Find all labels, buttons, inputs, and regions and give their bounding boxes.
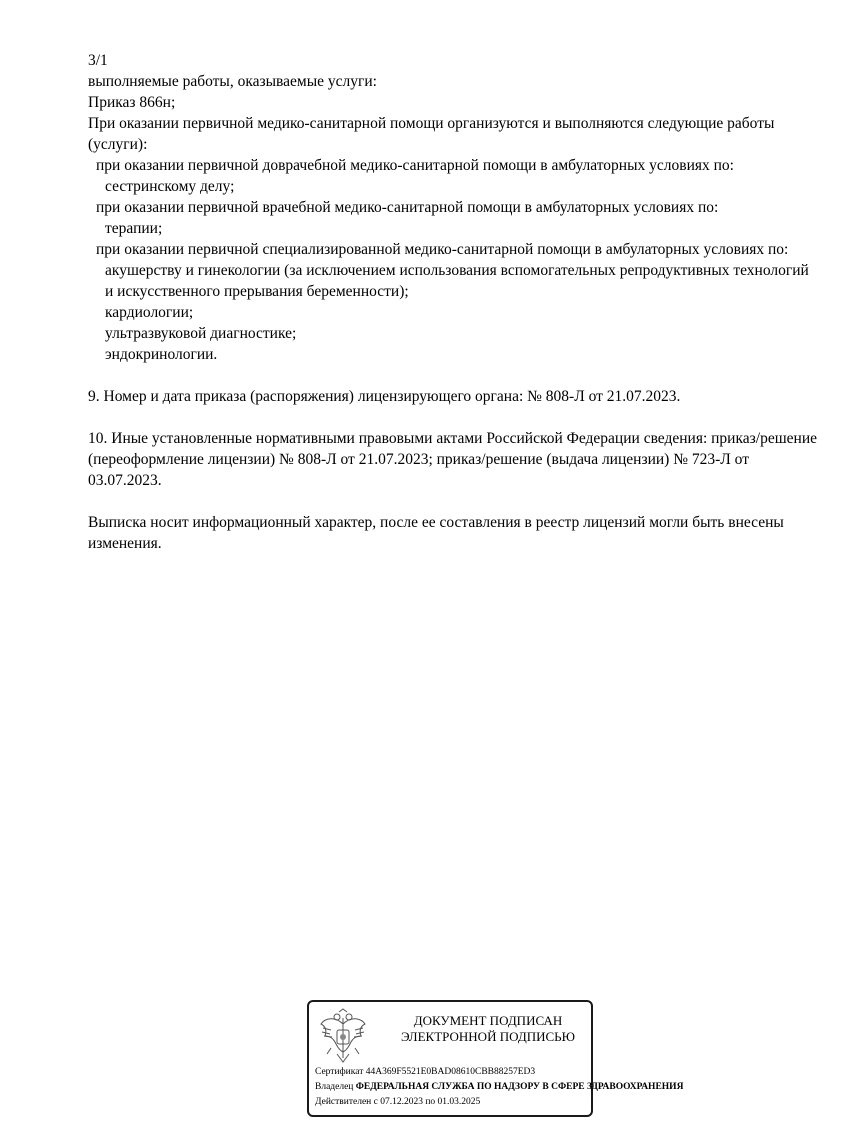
works-intro: При оказании первичной медико-санитарной помощи организуются и выполняются следующие работы (услуги):	[88, 115, 775, 153]
page-reference: 3/1	[88, 52, 108, 69]
informational-note: Выписка носит информационный характер, после ее составления в реестр лицензий могли быть внесены изменения.	[88, 514, 784, 552]
document-body	[88, 50, 818, 554]
signature-title-line: ДОКУМЕНТ ПОДПИСАН	[413, 1013, 563, 1028]
signature-details	[315, 1065, 684, 1110]
service-item: ультразвуковой диагностике;	[105, 325, 297, 342]
certificate-number: Сертификат 44A369F5521E0BAD08610CBB88257ED3	[315, 1067, 536, 1077]
other-information: 10. Иные установленные нормативными правовыми актами Российской Федерации сведения: приказ/решение (переоформление лицензии) № 808-Л от 21.07.2023; приказ/решение (выдача лицензии) № 723-Л от 03.07.2023.	[88, 430, 817, 489]
care-group-specialized: при оказании первичной специализированной медико-санитарной помощи в амбулаторных условиях по:	[96, 241, 789, 258]
certificate-validity: Действителен с 07.12.2023 по 01.03.2025	[315, 1097, 481, 1107]
care-group-primary-prephysician: при оказании первичной доврачебной медико-санитарной помощи в амбулаторных условиях по:	[96, 157, 734, 174]
coat-of-arms-icon	[317, 1008, 369, 1064]
owner-name: ФЕДЕРАЛЬНАЯ СЛУЖБА ПО НАДЗОРУ В СФЕРЕ ЗДРАВООХРАНЕНИЯ	[355, 1082, 684, 1092]
care-group-primary-physician: при оказании первичной врачебной медико-санитарной помощи в амбулаторных условиях по:	[96, 199, 719, 216]
service-item: терапии;	[105, 220, 163, 237]
certificate-owner	[315, 1080, 684, 1095]
service-item: эндокринологии.	[105, 346, 218, 363]
works-heading: выполняемые работы, оказываемые услуги:	[88, 73, 377, 90]
order-number-date: 9. Номер и дата приказа (распоряжения) лицензирующего органа: № 808-Л от 21.07.2023.	[88, 388, 681, 405]
electronic-signature-stamp	[307, 1000, 684, 1117]
signature-title-line: ЭЛЕКТРОННОЙ ПОДПИСЬЮ	[401, 1029, 575, 1044]
service-item: кардиологии;	[105, 304, 194, 321]
service-item: акушерству и гинекологии (за исключением использования вспомогательных репродуктивных технологий и искусственного прерывания беременности);	[105, 262, 809, 300]
order-reference: Приказ 866н;	[88, 94, 176, 111]
signature-title	[383, 1013, 593, 1045]
service-item: сестринскому делу;	[105, 178, 235, 195]
owner-label: Владелец	[315, 1082, 356, 1092]
